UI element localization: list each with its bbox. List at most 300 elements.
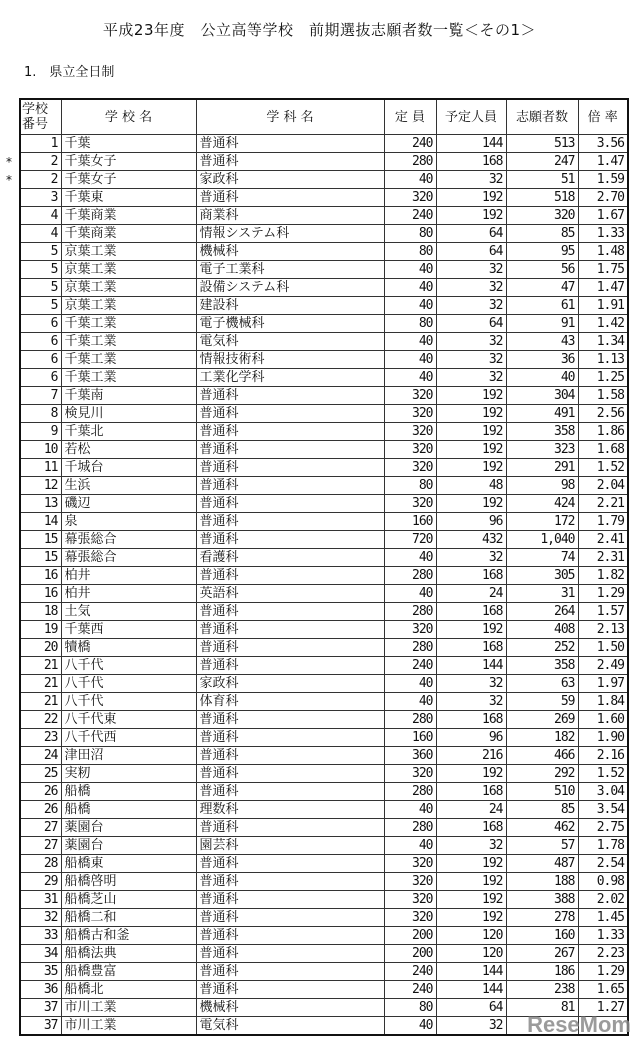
cell-school-name: 船橋古和釜: [61, 927, 196, 945]
header-school-number: 学校 番号: [20, 99, 61, 135]
cell-applicants: 292: [506, 765, 578, 783]
cell-capacity: 320: [384, 405, 436, 423]
cell-applicants: 188: [506, 873, 578, 891]
cell-applicants: 85: [506, 225, 578, 243]
cell-school-name: 千城台: [61, 459, 196, 477]
cell-department: 普通科: [196, 855, 384, 873]
cell-department: 普通科: [196, 603, 384, 621]
cell-department: 普通科: [196, 657, 384, 675]
header-capacity: 定 員: [384, 99, 436, 135]
table-row: [20, 981, 628, 999]
cell-applicants: 40: [506, 369, 578, 387]
cell-department: 普通科: [196, 477, 384, 495]
cell-school-number: 27: [20, 837, 61, 855]
cell-planned: 32: [436, 261, 506, 279]
cell-ratio: 1.47: [578, 279, 628, 297]
cell-department: 普通科: [196, 135, 384, 153]
cell-school-number: 9: [20, 423, 61, 441]
cell-capacity: 240: [384, 981, 436, 999]
table-row: [20, 531, 628, 549]
cell-department: 普通科: [196, 765, 384, 783]
cell-school-number: 18: [20, 603, 61, 621]
cell-department: 家政科: [196, 171, 384, 189]
cell-school-number: 33: [20, 927, 61, 945]
header-department: 学 科 名: [196, 99, 384, 135]
cell-department: 普通科: [196, 495, 384, 513]
cell-school-name: 八千代東: [61, 711, 196, 729]
cell-capacity: 40: [384, 279, 436, 297]
cell-school-number: 21: [20, 693, 61, 711]
cell-capacity: 200: [384, 945, 436, 963]
cell-school-number: 4: [20, 225, 61, 243]
cell-department: 普通科: [196, 747, 384, 765]
cell-planned: 192: [436, 891, 506, 909]
table-header-row: [20, 99, 628, 135]
table-row: [20, 603, 628, 621]
cell-school-name: 八千代: [61, 675, 196, 693]
cell-school-name: 船橋法典: [61, 945, 196, 963]
cell-school-name: 京葉工業: [61, 297, 196, 315]
cell-applicants: 424: [506, 495, 578, 513]
cell-capacity: 40: [384, 261, 436, 279]
cell-school-number: 16: [20, 567, 61, 585]
cell-planned: 64: [436, 225, 506, 243]
cell-department: 機械科: [196, 999, 384, 1017]
cell-applicants: 358: [506, 423, 578, 441]
cell-applicants: 74: [506, 549, 578, 567]
cell-school-number: 2: [20, 171, 61, 189]
cell-planned: 144: [436, 963, 506, 981]
cell-applicants: 487: [506, 855, 578, 873]
cell-applicants: 56: [506, 261, 578, 279]
table-row: [20, 549, 628, 567]
cell-school-name: 検見川: [61, 405, 196, 423]
cell-department: 普通科: [196, 819, 384, 837]
cell-ratio: 3.56: [578, 135, 628, 153]
cell-school-number: 21: [20, 675, 61, 693]
cell-school-number: 13: [20, 495, 61, 513]
cell-ratio: 2.13: [578, 621, 628, 639]
cell-school-name: 千葉工業: [61, 369, 196, 387]
cell-applicants: 269: [506, 711, 578, 729]
table-row: [20, 441, 628, 459]
cell-school-number: 21: [20, 657, 61, 675]
cell-planned: 192: [436, 459, 506, 477]
cell-department: 建設科: [196, 297, 384, 315]
cell-school-number: 27: [20, 819, 61, 837]
cell-ratio: 1.78: [578, 837, 628, 855]
cell-school-number: 26: [20, 783, 61, 801]
cell-capacity: 320: [384, 873, 436, 891]
cell-capacity: 80: [384, 999, 436, 1017]
cell-applicants: 278: [506, 909, 578, 927]
cell-planned: 168: [436, 153, 506, 171]
cell-planned: 64: [436, 315, 506, 333]
cell-school-name: 八千代: [61, 657, 196, 675]
cell-capacity: 160: [384, 513, 436, 531]
cell-school-number: 34: [20, 945, 61, 963]
cell-capacity: 200: [384, 927, 436, 945]
cell-school-name: 幕張総合: [61, 549, 196, 567]
table-row: [20, 657, 628, 675]
cell-department: 理数科: [196, 801, 384, 819]
cell-capacity: 40: [384, 333, 436, 351]
cell-planned: 32: [436, 1017, 506, 1036]
cell-school-name: 柏井: [61, 585, 196, 603]
cell-planned: 192: [436, 423, 506, 441]
cell-capacity: 280: [384, 711, 436, 729]
cell-school-number: 1: [20, 135, 61, 153]
cell-applicants: 305: [506, 567, 578, 585]
cell-planned: 32: [436, 693, 506, 711]
table-row: [20, 459, 628, 477]
cell-planned: 120: [436, 945, 506, 963]
cell-capacity: 80: [384, 243, 436, 261]
cell-applicants: 85: [506, 801, 578, 819]
cell-school-number: 6: [20, 369, 61, 387]
cell-department: 普通科: [196, 945, 384, 963]
cell-ratio: 2.41: [578, 531, 628, 549]
cell-school-number: 32: [20, 909, 61, 927]
cell-ratio: 1.52: [578, 459, 628, 477]
header-planned: 予定人員: [436, 99, 506, 135]
cell-planned: 168: [436, 567, 506, 585]
cell-capacity: 40: [384, 549, 436, 567]
cell-ratio: 1.50: [578, 639, 628, 657]
cell-department: 普通科: [196, 873, 384, 891]
cell-planned: 192: [436, 189, 506, 207]
cell-school-number: 36: [20, 981, 61, 999]
header-ratio: 倍 率: [578, 99, 628, 135]
table-row: [20, 693, 628, 711]
cell-applicants: 59: [506, 693, 578, 711]
cell-capacity: 280: [384, 153, 436, 171]
cell-department: 普通科: [196, 441, 384, 459]
cell-planned: 144: [436, 981, 506, 999]
page-title: 平成23年度 公立高等学校 前期選抜志願者数一覧＜その1＞: [102, 21, 537, 39]
cell-applicants: 172: [506, 513, 578, 531]
cell-ratio: 2.04: [578, 477, 628, 495]
cell-planned: 120: [436, 927, 506, 945]
cell-capacity: 40: [384, 675, 436, 693]
cell-planned: 32: [436, 297, 506, 315]
cell-ratio: 1.27: [578, 999, 628, 1017]
cell-capacity: 40: [384, 801, 436, 819]
cell-ratio: 1.90: [578, 729, 628, 747]
table-row: [20, 351, 628, 369]
table-row: [20, 837, 628, 855]
section-heading: 1. 県立全日制: [24, 65, 115, 80]
cell-capacity: 320: [384, 441, 436, 459]
cell-capacity: 40: [384, 297, 436, 315]
cell-department: 普通科: [196, 459, 384, 477]
cell-school-number: 35: [20, 963, 61, 981]
cell-capacity: 40: [384, 585, 436, 603]
table-row: [20, 387, 628, 405]
cell-applicants: 95: [506, 243, 578, 261]
table-row: [20, 225, 628, 243]
cell-planned: 24: [436, 585, 506, 603]
cell-school-name: 船橋: [61, 801, 196, 819]
cell-applicants: 513: [506, 135, 578, 153]
cell-ratio: 1.47: [578, 153, 628, 171]
cell-department: 普通科: [196, 639, 384, 657]
cell-applicants: 358: [506, 657, 578, 675]
cell-ratio: 2.49: [578, 657, 628, 675]
cell-school-name: 千葉女子: [61, 171, 196, 189]
cell-ratio: 1.82: [578, 567, 628, 585]
cell-applicants: 267: [506, 945, 578, 963]
table-row: [20, 585, 628, 603]
applicants-table: [19, 98, 629, 1036]
cell-planned: 64: [436, 243, 506, 261]
cell-department: 普通科: [196, 621, 384, 639]
cell-applicants: 182: [506, 729, 578, 747]
cell-applicants: 462: [506, 819, 578, 837]
table-row: [20, 963, 628, 981]
cell-school-number: 5: [20, 297, 61, 315]
cell-planned: 32: [436, 369, 506, 387]
cell-department: 園芸科: [196, 837, 384, 855]
cell-school-number: 5: [20, 243, 61, 261]
cell-ratio: 1.84: [578, 693, 628, 711]
cell-capacity: 40: [384, 171, 436, 189]
cell-department: 普通科: [196, 783, 384, 801]
cell-school-name: 薬園台: [61, 837, 196, 855]
cell-applicants: 91: [506, 315, 578, 333]
cell-department: 普通科: [196, 423, 384, 441]
cell-ratio: 1.45: [578, 909, 628, 927]
cell-school-number: 2: [20, 153, 61, 171]
cell-school-name: 土気: [61, 603, 196, 621]
cell-ratio: 1.34: [578, 333, 628, 351]
cell-school-name: 千葉南: [61, 387, 196, 405]
table-row: [20, 783, 628, 801]
cell-school-number: 6: [20, 333, 61, 351]
table-row: [20, 405, 628, 423]
table-row: [20, 153, 628, 171]
cell-school-name: 千葉工業: [61, 315, 196, 333]
cell-school-name: 津田沼: [61, 747, 196, 765]
table-row: [20, 747, 628, 765]
cell-ratio: 1.65: [578, 981, 628, 999]
cell-ratio: 1.75: [578, 261, 628, 279]
cell-applicants: 466: [506, 747, 578, 765]
cell-ratio: 1.91: [578, 297, 628, 315]
cell-school-name: 船橋芝山: [61, 891, 196, 909]
cell-planned: 192: [436, 405, 506, 423]
cell-applicants: 247: [506, 153, 578, 171]
cell-school-name: 千葉西: [61, 621, 196, 639]
cell-applicants: 510: [506, 783, 578, 801]
cell-planned: 192: [436, 495, 506, 513]
cell-ratio: 2.56: [578, 405, 628, 423]
cell-ratio: 2.02: [578, 891, 628, 909]
cell-applicants: 43: [506, 333, 578, 351]
cell-capacity: 720: [384, 531, 436, 549]
table-row: [20, 729, 628, 747]
cell-ratio: 1.57: [578, 603, 628, 621]
table-row: [20, 927, 628, 945]
cell-school-name: 船橋二和: [61, 909, 196, 927]
cell-school-number: 3: [20, 189, 61, 207]
cell-planned: 168: [436, 603, 506, 621]
note-asterisk: *: [6, 172, 12, 187]
cell-capacity: 40: [384, 693, 436, 711]
cell-planned: 32: [436, 279, 506, 297]
cell-applicants: 47: [506, 279, 578, 297]
cell-school-number: 8: [20, 405, 61, 423]
cell-ratio: 1.42: [578, 315, 628, 333]
cell-planned: 216: [436, 747, 506, 765]
cell-capacity: 280: [384, 603, 436, 621]
cell-capacity: 80: [384, 477, 436, 495]
cell-department: 普通科: [196, 927, 384, 945]
cell-ratio: 1.59: [578, 171, 628, 189]
cell-capacity: 240: [384, 963, 436, 981]
cell-ratio: 2.54: [578, 855, 628, 873]
cell-ratio: 2.75: [578, 819, 628, 837]
cell-capacity: 40: [384, 351, 436, 369]
cell-planned: 192: [436, 909, 506, 927]
cell-capacity: 240: [384, 657, 436, 675]
cell-applicants: 264: [506, 603, 578, 621]
cell-planned: 192: [436, 765, 506, 783]
table-row: [20, 333, 628, 351]
table-row: [20, 315, 628, 333]
cell-department: 工業化学科: [196, 369, 384, 387]
cell-school-name: 千葉東: [61, 189, 196, 207]
cell-applicants: 63: [506, 675, 578, 693]
cell-department: 情報システム科: [196, 225, 384, 243]
cell-capacity: 280: [384, 819, 436, 837]
cell-school-number: 15: [20, 531, 61, 549]
header-applicants: 志願者数: [506, 99, 578, 135]
cell-capacity: 360: [384, 747, 436, 765]
cell-school-name: 実籾: [61, 765, 196, 783]
cell-ratio: 2.70: [578, 189, 628, 207]
cell-ratio: 1.67: [578, 207, 628, 225]
cell-planned: 432: [436, 531, 506, 549]
cell-school-number: 15: [20, 549, 61, 567]
cell-ratio: 1.25: [578, 369, 628, 387]
cell-school-number: 25: [20, 765, 61, 783]
cell-capacity: 80: [384, 315, 436, 333]
table-row: [20, 567, 628, 585]
cell-applicants: 491: [506, 405, 578, 423]
cell-capacity: 320: [384, 765, 436, 783]
cell-applicants: 186: [506, 963, 578, 981]
cell-ratio: 2.23: [578, 945, 628, 963]
cell-capacity: 40: [384, 369, 436, 387]
cell-ratio: 1.97: [578, 675, 628, 693]
header-school-name: 学 校 名: [61, 99, 196, 135]
cell-department: 普通科: [196, 513, 384, 531]
cell-school-name: 千葉: [61, 135, 196, 153]
cell-school-number: 23: [20, 729, 61, 747]
cell-department: 普通科: [196, 567, 384, 585]
cell-school-number: 4: [20, 207, 61, 225]
cell-school-name: 泉: [61, 513, 196, 531]
cell-ratio: 1.68: [578, 441, 628, 459]
cell-ratio: 1.33: [578, 225, 628, 243]
cell-capacity: 320: [384, 891, 436, 909]
cell-ratio: 1.79: [578, 513, 628, 531]
cell-capacity: 240: [384, 207, 436, 225]
cell-ratio: 1.58: [578, 387, 628, 405]
cell-applicants: 81: [506, 999, 578, 1017]
cell-capacity: 320: [384, 495, 436, 513]
cell-capacity: 320: [384, 855, 436, 873]
cell-applicants: 1,040: [506, 531, 578, 549]
cell-school-number: 16: [20, 585, 61, 603]
cell-school-number: 6: [20, 351, 61, 369]
cell-applicants: 291: [506, 459, 578, 477]
cell-school-number: 29: [20, 873, 61, 891]
cell-school-name: 京葉工業: [61, 279, 196, 297]
table-row: [20, 297, 628, 315]
cell-school-name: 千葉商業: [61, 225, 196, 243]
cell-planned: 192: [436, 207, 506, 225]
cell-planned: 32: [436, 837, 506, 855]
table-row: [20, 207, 628, 225]
cell-department: 情報技術科: [196, 351, 384, 369]
cell-school-name: 千葉工業: [61, 333, 196, 351]
cell-department: 機械科: [196, 243, 384, 261]
cell-applicants: 61: [506, 297, 578, 315]
cell-ratio: 1.33: [578, 927, 628, 945]
cell-applicants: 160: [506, 927, 578, 945]
cell-planned: 168: [436, 783, 506, 801]
cell-ratio: 1.13: [578, 351, 628, 369]
cell-ratio: 2.21: [578, 495, 628, 513]
cell-planned: 48: [436, 477, 506, 495]
cell-capacity: 40: [384, 837, 436, 855]
cell-capacity: 320: [384, 621, 436, 639]
note-asterisk: *: [6, 154, 12, 169]
cell-school-number: 14: [20, 513, 61, 531]
table-row: [20, 639, 628, 657]
cell-capacity: 280: [384, 567, 436, 585]
cell-planned: 192: [436, 387, 506, 405]
cell-capacity: 320: [384, 387, 436, 405]
cell-planned: 168: [436, 711, 506, 729]
cell-department: 普通科: [196, 729, 384, 747]
table-row: [20, 945, 628, 963]
cell-school-number: 10: [20, 441, 61, 459]
watermark-logo: ReseMom: [527, 1012, 631, 1037]
cell-school-number: 12: [20, 477, 61, 495]
table-row: [20, 243, 628, 261]
cell-planned: 32: [436, 171, 506, 189]
cell-applicants: 518: [506, 189, 578, 207]
cell-planned: 96: [436, 513, 506, 531]
cell-capacity: 40: [384, 1017, 436, 1036]
cell-school-name: 船橋啓明: [61, 873, 196, 891]
cell-department: 普通科: [196, 981, 384, 999]
table-row: [20, 909, 628, 927]
cell-applicants: 304: [506, 387, 578, 405]
cell-ratio: 1.48: [578, 243, 628, 261]
table-row: [20, 135, 628, 153]
table-row: [20, 855, 628, 873]
cell-planned: 192: [436, 855, 506, 873]
cell-school-name: 船橋: [61, 783, 196, 801]
cell-capacity: 80: [384, 225, 436, 243]
cell-ratio: 1.29: [578, 963, 628, 981]
cell-applicants: 51: [506, 171, 578, 189]
cell-school-name: 船橋北: [61, 981, 196, 999]
